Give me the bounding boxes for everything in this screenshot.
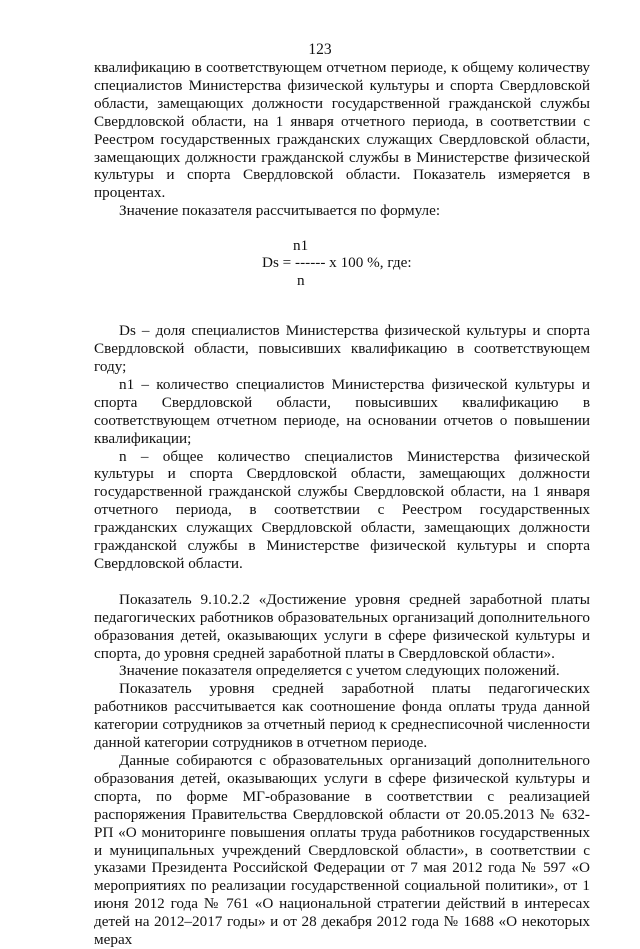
indicator-heading: Показатель 9.10.2.2 «Достижение уровня средней заработной платы педагогических работников образовательных организаций дополнительного образования детей, оказывающих услуги в сфере физической культуры и спорта, до уровня средней заработной платы в Свердловской области». [94, 590, 590, 662]
definition-n1: n1 – количество специалистов Министерства физической культуры и спорта Свердловской области, повысивших квалификацию в соответствующем отчетном периоде, на основании отчетов о повышении квалификации; [94, 375, 590, 447]
definition-n: n – общее количество специалистов Министерства физической культуры и спорта Свердловской области, замещающих должности государственной гражданской службы Свердловской области, на 1 января отчетного периода, в соответствии с Реестром государственных гражданских служащих Свердловской области, замещающих должности гражданской службы в Министерстве физической культуры и спорта Свердловской области. [94, 447, 590, 572]
formula-numerator: n1 [293, 237, 309, 255]
paragraph-calculation: Показатель уровня средней заработной платы педагогических работников рассчитывается как соотношение фонда оплаты труда данной категории сотрудников за отчетный период к среднесписочной численности данной категории сотрудников в отчетном периоде. [94, 680, 590, 752]
formula [94, 237, 590, 289]
page-number: 123 [308, 41, 332, 58]
paragraph-formula-intro: Значение показателя рассчитывается по формуле: [119, 202, 441, 220]
formula-expression: Ds = ------ x 100 %, где: [262, 254, 412, 272]
paragraph-determination: Значение показателя определяется с учетом следующих положений. [119, 662, 560, 680]
formula-denominator: n [297, 272, 305, 290]
definition-ds: Ds – доля специалистов Министерства физической культуры и спорта Свердловской области, повысивших квалификацию в соответствующем году; [94, 322, 590, 375]
document-body [94, 59, 590, 949]
paragraph-data-sources: Данные собираются с образовательных организаций дополнительного образования детей, оказывающих услуги в сфере физической культуры и спорта, по форме МГ-образование в соответствии с реализацией распоряжения Правительства Свердловской области от 20.05.2013 № 632-РП «О мониторинге повышения оплаты труда работников государственных и муниципальных учреждений Свердловской области», в соответствии с указами Президента Российской Федерации от 7 мая 2012 года № 597 «О мероприятиях по реализации государственной социальной политики», от 1 июня 2012 года № 761 «О национальной стратегии действий в интересах детей на 2012–2017 годы» и от 28 декабря 2012 года № 1688 «О некоторых мерах [94, 752, 590, 949]
paragraph-continuation: квалификацию в соответствующем отчетном периоде, к общему количеству специалистов Министерства физической культуры и спорта Свердловской области, замещающих должности государственной гражданской службы Свердловской области, на 1 января отчетного периода, в соответствии с Реестром государственных гражданских служащих Свердловской области, замещающих должности гражданской службы в Министерстве физической культуры и спорта Свердловской области. Показатель измеряется в процентах. [94, 59, 590, 202]
